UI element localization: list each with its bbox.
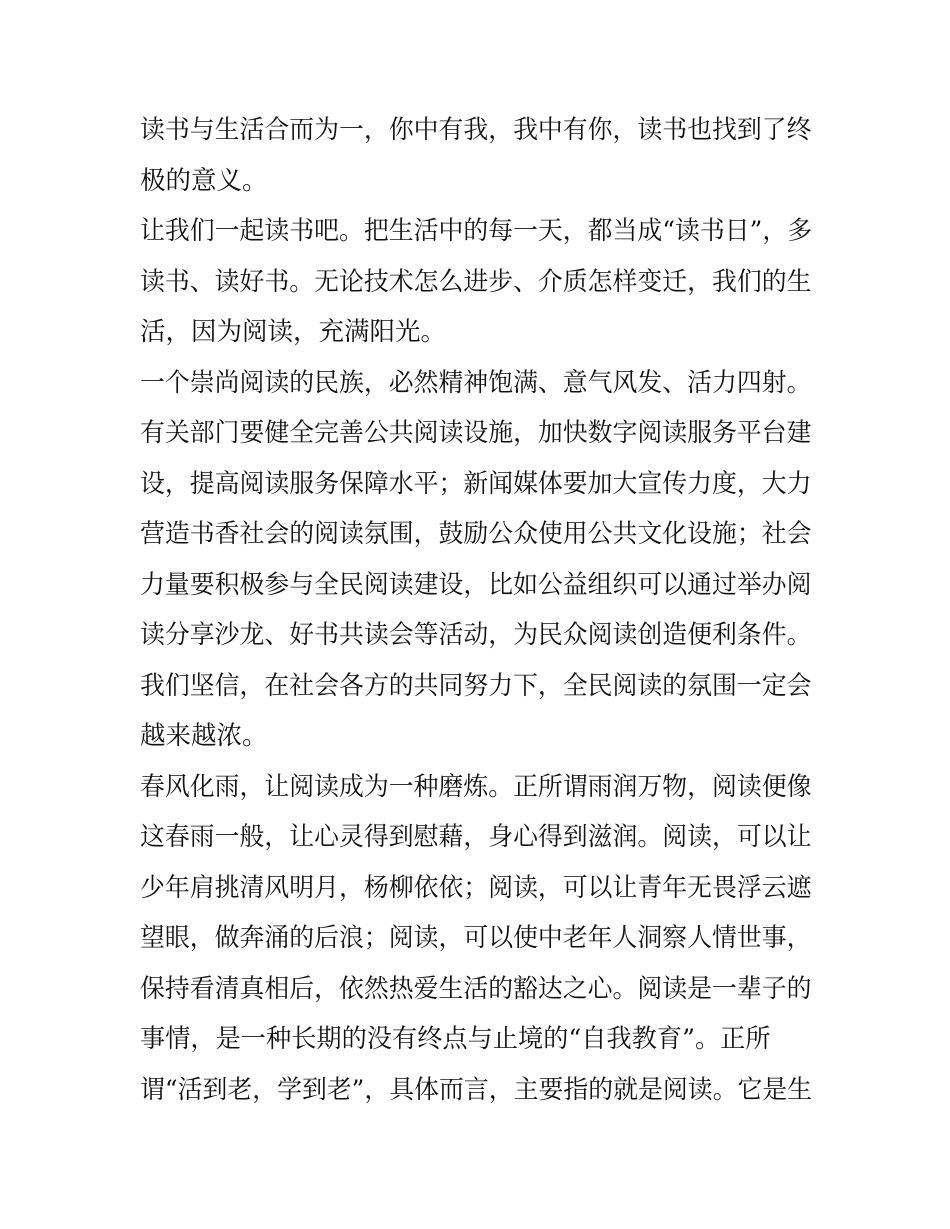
text-line: 有关部门要健全完善公共阅读设施，加快数字阅读服务平台建 — [140, 418, 812, 448]
text-line: 保持看清真相后，依然热爱生活的豁达之心。阅读是一辈子的 — [140, 973, 812, 1004]
text-line: 读分享沙龙、好书共读会等活动，为民众阅读创造便利条件。 — [140, 620, 812, 650]
text-line: 营造书香社会的阅读氛围，鼓励公众使用公共文化设施；社会 — [140, 519, 812, 549]
text-line: 读书、读好书。无论技术怎么进步、介质怎样变迁，我们的生 — [140, 266, 812, 297]
text-line: 少年肩挑清风明月，杨柳依依；阅读，可以让青年无畏浮云遮 — [140, 872, 812, 903]
text-line: 越来越浓。 — [140, 721, 268, 751]
text-line: 事情，是一种长期的没有终点与止境的“自我教育”。正所 — [140, 1024, 771, 1054]
text-line: 这春雨一般，让心灵得到慰藉，身心得到滋润。阅读，可以让 — [140, 822, 812, 852]
text-line: 活，因为阅读，充满阳光。 — [140, 317, 447, 347]
text-line: 设，提高阅读服务保障水平；新闻媒体要加大宣传力度，大力 — [140, 468, 812, 499]
text-line: 一个崇尚阅读的民族，必然精神饱满、意气风发、活力四射。 — [140, 367, 812, 398]
text-line: 我们坚信，在社会各方的共同努力下，全民阅读的氛围一定会 — [140, 670, 812, 701]
text-line: 力量要积极参与全民阅读建设，比如公益组织可以通过举办阅 — [140, 569, 812, 600]
text-line: 春风化雨，让阅读成为一种磨炼。正所谓雨润万物，阅读便像 — [140, 771, 812, 802]
text-line: 读书与生活合而为一，你中有我，我中有你，读书也找到了终 — [140, 115, 812, 145]
text-line: 让我们一起读书吧。把生活中的每一天，都当成“读书日”，多 — [140, 216, 813, 246]
text-line: 谓“活到老，学到老”，具体而言，主要指的就是阅读。它是生 — [140, 1074, 813, 1105]
text-line: 望眼，做奔涌的后浪；阅读，可以使中老年人洞察人情世事， — [140, 923, 812, 953]
text-line: 极的意义。 — [140, 165, 268, 196]
